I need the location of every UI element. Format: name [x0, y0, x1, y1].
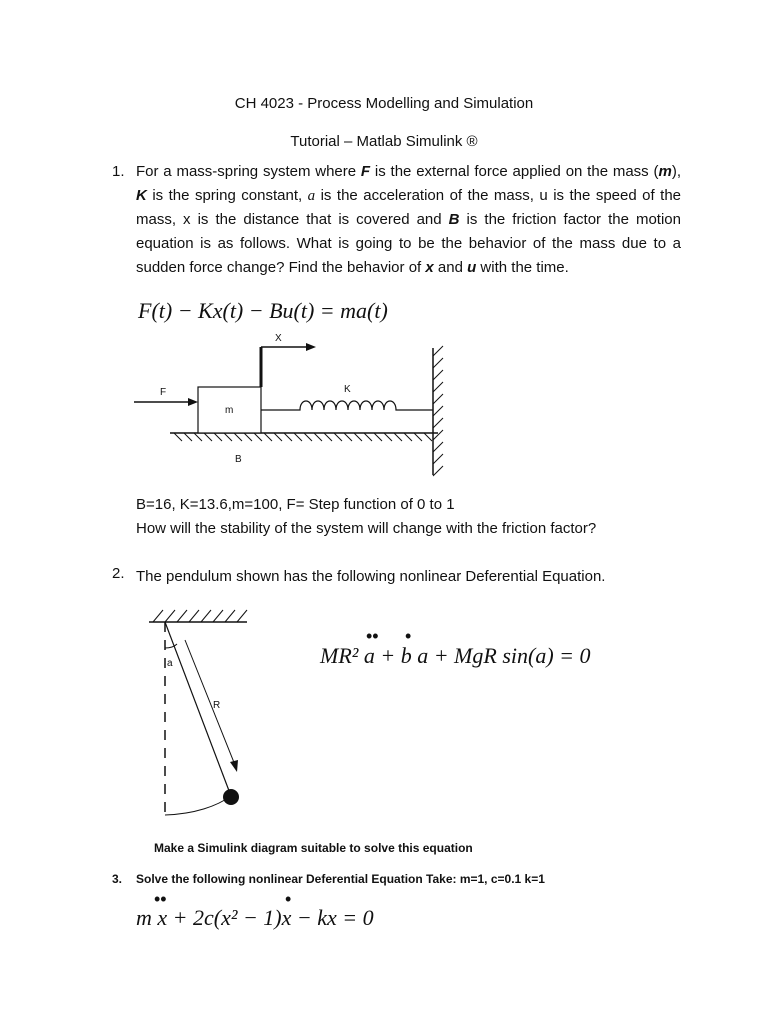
mass-spring-diagram: [128, 330, 458, 480]
distance-label: X: [275, 333, 282, 344]
force-label: F: [160, 387, 167, 398]
single-dot-2: •: [285, 889, 292, 909]
double-dot-2: ••: [154, 889, 167, 909]
document-title: CH 4023 - Process Modelling and Simulation: [234, 95, 534, 112]
q1-params: B=16, K=13.6,m=100, F= Step function of 0 to 1: [136, 496, 455, 513]
single-dot-1: •: [405, 626, 412, 646]
q2-equation: MR² a + b a + MgR sin(a) = 0: [320, 643, 591, 668]
q1-equation: F(t) − Kx(t) − Bu(t) = ma(t): [138, 298, 388, 323]
q1-text: For a mass-spring system where F is the external force applied on the mass (m), K is the spring constant, a is the acceleration of the mass, u is the speed of the mass, x is the distance that is covered and B is the friction factor the motion equation is as follows. What is going to be the behavior of the mass due to a sudden force change? Find the behavior of x and u with the time.: [136, 163, 681, 276]
spring-label: K: [344, 384, 351, 395]
q2-instruction: Make a Simulink diagram suitable to solve this equation: [154, 841, 473, 855]
document-subtitle: Tutorial – Matlab Simulink ®: [290, 133, 478, 150]
friction-label: B: [235, 454, 242, 465]
q3-equation: m x + 2c(x² − 1)x − kx = 0: [136, 905, 374, 930]
q2-number: 2.: [112, 565, 125, 582]
pendulum-diagram: [145, 600, 255, 825]
length-label: R: [213, 700, 221, 711]
angle-label: a: [167, 658, 173, 669]
double-dot-1: ••: [366, 626, 379, 646]
q3-text: Solve the following nonlinear Deferential Equation Take: m=1, c=0.1 k=1: [136, 872, 545, 886]
q1-stability-question: How will the stability of the system will change with the friction factor?: [136, 520, 597, 537]
q1-number: 1.: [112, 163, 125, 180]
mass-label: m: [225, 405, 234, 416]
q2-text: The pendulum shown has the following nonlinear Deferential Equation.: [136, 568, 606, 585]
q3-number: 3.: [112, 872, 123, 886]
